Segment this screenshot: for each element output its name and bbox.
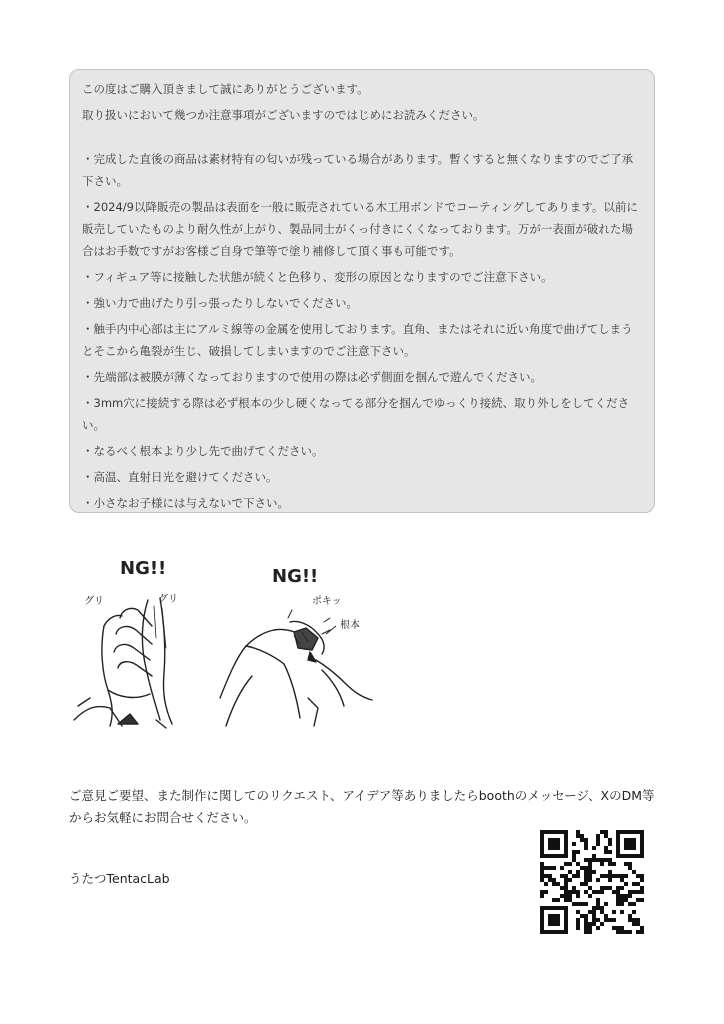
ng-label-left: NG!! xyxy=(120,558,167,579)
spacer xyxy=(82,130,643,148)
notice-box xyxy=(69,69,655,513)
ng-sketch-image xyxy=(60,548,390,738)
sfx-snap-text: ポキッ xyxy=(312,596,342,607)
caution-item: ・先端部は被膜が薄くなっておりますので使用の際は必ず側面を掴んで遊んでください。 xyxy=(82,370,542,384)
caution-item: ・完成した直後の商品は素材特有の匂いが残っている場合があります。暫くすると無くなりますのでご了承下さい。 xyxy=(82,152,634,188)
read-first-text: 取り扱いにおいて幾つか注意事項がございますのではじめにお読みください。 xyxy=(82,108,485,122)
caution-item: ・強い力で曲げたり引っ張ったりしないでください。 xyxy=(82,296,358,310)
root-label: 根本 xyxy=(340,620,360,631)
caution-item: ・なるべく根本より少し先で曲げてください。 xyxy=(82,444,324,458)
caution-item: ・小さなお子様には与えないで下さい。 xyxy=(82,496,289,510)
caution-item: ・触手内中心部は主にアルミ線等の金属を使用しております。直角、またはそれに近い角度で曲げてしまうとそこから亀裂が生じ、破損してしまいますのでご注意下さい。 xyxy=(82,322,633,358)
caution-item: ・フィギュア等に接触した状態が続くと色移り、変形の原因となりますのでご注意下さい。 xyxy=(82,270,553,284)
ng-illustrations xyxy=(60,548,390,738)
qr-code-icon[interactable] xyxy=(540,830,644,934)
caution-item: ・3mm穴に接続する際は必ず根本の少し硬くなってる部分を掴んでゆっくり接続、取り外しをしてください。 xyxy=(82,396,630,432)
signature: うたつTentacLab xyxy=(69,871,170,886)
greeting-text: この度はご購入頂きまして誠にありがとうございます。 xyxy=(82,82,369,96)
contact-message: ご意見ご要望、また制作に関してのリクエスト、アイデア等ありましたらboothのメッセージ、XのDM等からお気軽にお問合せください。 xyxy=(69,788,655,825)
sfx-text-left: グリ xyxy=(84,596,104,607)
caution-item: ・高温、直射日光を避けてください。 xyxy=(82,470,278,484)
ng-label-right: NG!! xyxy=(272,566,319,587)
sfx-text-right: グリ xyxy=(158,594,178,605)
caution-item: ・2024/9以降販売の製品は表面を一般に販売されている木工用ボンドでコーティングしてあります。以前に販売していたものより耐久性が上がり、製品同士がくっ付きにくくなっております。万が一表面が破れた場合はお手数ですがお客様ご自身で筆等で塗り補修して頂く事も可能です。 xyxy=(82,200,638,258)
ng-twist-sketch xyxy=(74,598,172,728)
